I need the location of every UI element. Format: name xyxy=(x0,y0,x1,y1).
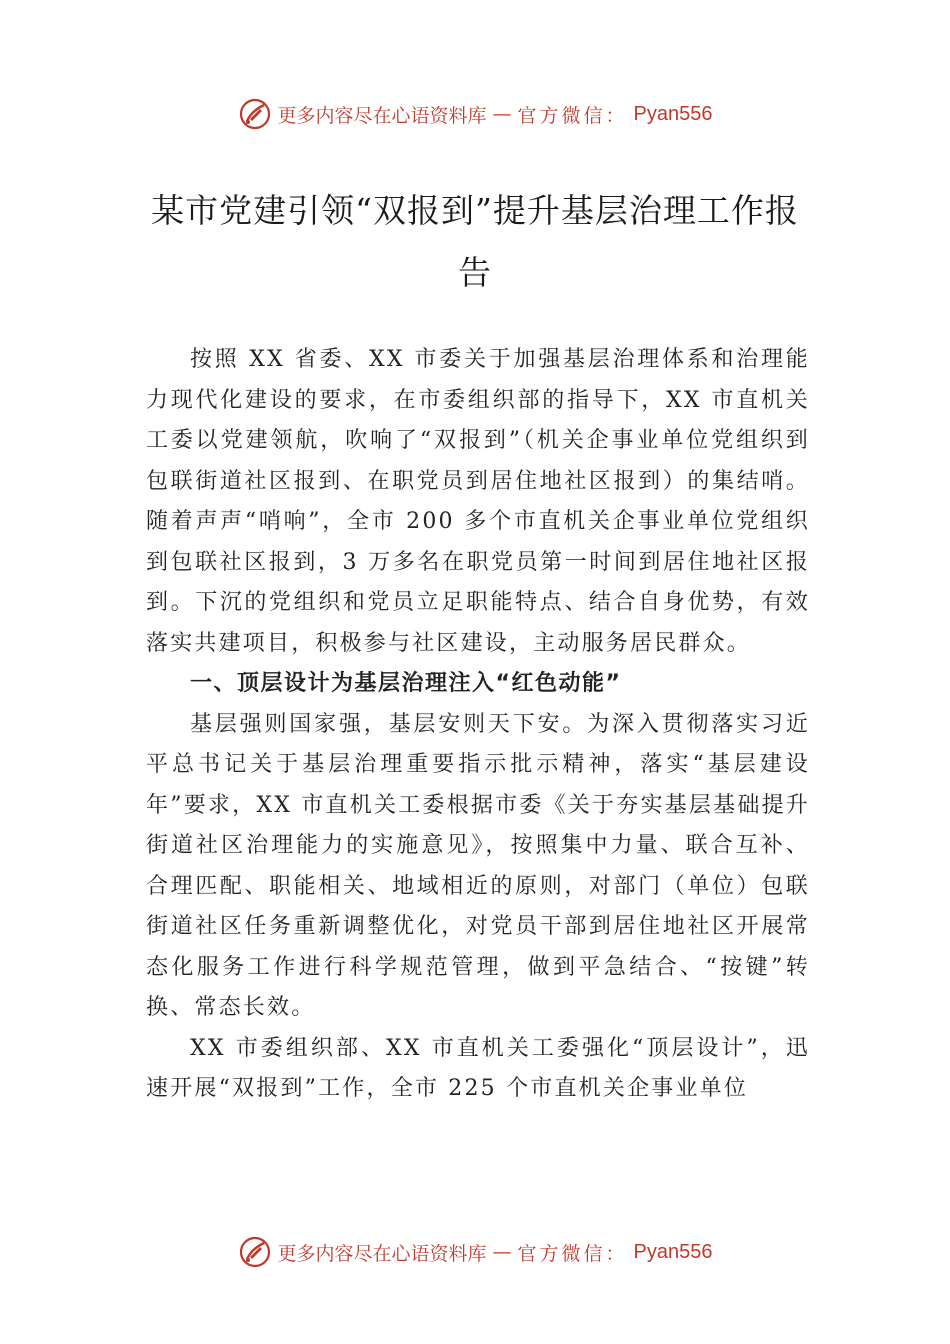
footer-banner xyxy=(0,1232,950,1272)
section-heading-1: 一、顶层设计为基层治理注入“红色动能” xyxy=(190,671,622,696)
banner-brand-text: 更多内容尽在心语资料库 xyxy=(277,104,487,127)
pen-logo-icon xyxy=(238,97,272,131)
section1-paragraph-1: 基层强则国家强，基层安则天下安。为深入贯彻落实习近平总书记关于基层治理重要指示批示精神，落实“基层建设年”要求，XX 市直机关工委根据市委《关于夯实基层基础提升街道社区治理能力的实施意见》，按照集中力量、联合互补、合理匹配、职能相关、地域相近的原则，对部门（单位）包联街道社区任务重新调整优化，对党员干部到居住地社区开展常态化服务工作进行科学规范管理，做到平急结合、“按键”转换、常态长效。 xyxy=(146,711,810,1020)
document-body xyxy=(146,340,810,1110)
intro-paragraph: 按照 XX 省委、XX 市委关于加强基层治理体系和治理能力现代化建设的要求，在市委组织部的指导下，XX 市直机关工委以党建领航，吹响了“双报到”（机关企事业单位党组织到包联街道社区报到、在职党员到居住地社区报到）的集结哨。随着声声“哨响”，全市 200 多个市直机关企事业单位党组织到包联社区报到，3 万多名在职党员第一时间到居住地社区报到。下沉的党组织和党员立足职能特点、结合自身优势，有效落实共建项目，积极参与社区建设，主动服务居民群众。 xyxy=(146,347,810,656)
banner-separator: — xyxy=(492,103,512,125)
header-banner xyxy=(0,94,950,134)
document-title: 某市党建引领“双报到”提升基层治理工作报告 xyxy=(151,191,799,292)
pen-logo-icon xyxy=(238,1235,272,1269)
section1-paragraph-2: XX 市委组织部、XX 市直机关工委强化“顶层设计”，迅速开展“双报到”工作，全市 225 个市直机关企事业单位 xyxy=(146,1035,810,1101)
banner-wechat-id: Pyan556 xyxy=(633,1240,713,1263)
banner-brand-text: 更多内容尽在心语资料库 xyxy=(277,1242,487,1265)
banner-separator: — xyxy=(492,1241,512,1263)
banner-wechat-label: 官方微信： xyxy=(517,1242,628,1265)
banner-wechat-id: Pyan556 xyxy=(633,102,713,125)
banner-wechat-label: 官方微信： xyxy=(517,104,628,127)
